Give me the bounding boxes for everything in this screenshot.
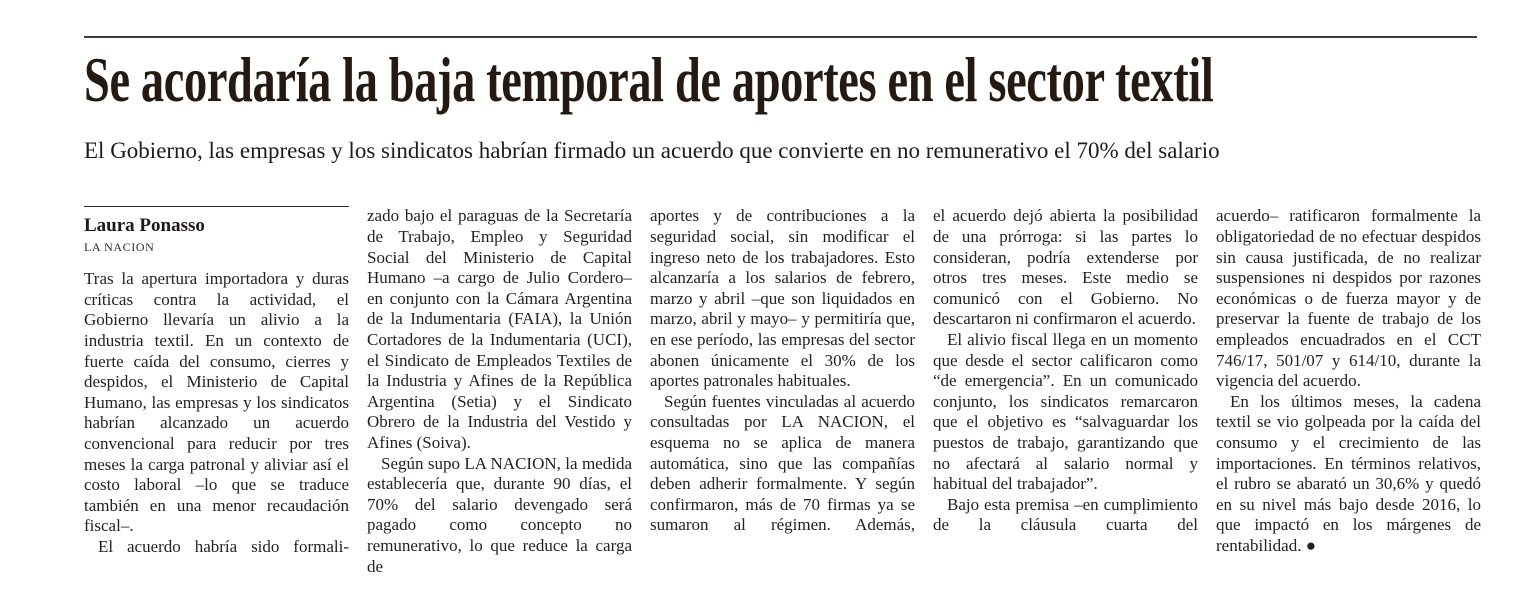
paragraph: Según fuentes vinculadas al acuerdo consultadas por LA NACION, el esquema no se aplica de manera automática, sino que las compañías deben adherir formalmente. Y según confirmaron, más de 70 firmas ya se sumaron al régimen. Además,: [650, 391, 915, 535]
paragraph: Según supo LA NACION, la medida establecería que, durante 90 días, el 70% del salario devengado será pagado como concepto no remunerativo, lo que reduce la carga de: [367, 453, 632, 576]
column-paragraphs: [367, 206, 632, 577]
column-paragraphs: [84, 269, 349, 557]
paragraph: Bajo esta premisa –en cumplimiento de la cláusula cuarta del: [933, 494, 1198, 535]
paragraph: El acuerdo habría sido formali-: [98, 537, 349, 556]
article-columns: [84, 206, 1481, 577]
top-rule: [84, 36, 1477, 38]
article-subheadline: El Gobierno, las empresas y los sindicatos habrían firmado un acuerdo que convierte en no remunerativo el 70% del salario: [84, 138, 1220, 163]
paragraph: El alivio fiscal llega en un momento que desde el sector calificaron como “de emergencia”. En un comunicado conjunto, los sindicatos remarcaron que el objetivo es “salvaguardar los puestos de trabajo, garantizando que no afectará al salario normal y habitual del trabajador”.: [933, 330, 1198, 494]
byline-author: Laura Ponasso: [84, 215, 205, 237]
paragraph: acuerdo– ratificaron formalmente la obligatoriedad de no efectuar despidos sin causa justificada, de no realizar suspensiones ni despidos por razones económicas o de fuerza mayor y de preservar la fuente de trabajo de los empleados encuadrados en el CCT 746/17, 501/07 y 614/10, durante la vigencia del acuerdo.: [1216, 206, 1481, 391]
paragraph: En los últimos meses, la cadena textil se vio golpeada por la caída del consumo y el crecimiento de las importaciones. En términos relativos, el rubro se abarató un 30,6% y quedó en su nivel más bajo desde 2016, lo que impactó en los márgenes de rentabilidad. ●: [1216, 391, 1481, 555]
article-column: [650, 206, 915, 536]
article-headline: Se acordaría la baja temporal de aportes en el sector textil: [84, 44, 1214, 115]
paragraph: zado bajo el paraguas de la Secretaría de Trabajo, Empleo y Seguridad Social del Ministerio de Capital Humano –a cargo de Julio Cordero– en conjunto con la Cámara Argentina de la Indumentaria (FAIA), la Unión Cortadores de la Indumentaria (UCI), el Sindicato de Empleados Textiles de la Industria y Afines de la República Argentina (Setia) y el Sindicato Obrero de la Industria del Vestido y Afines (Soiva).: [367, 206, 632, 452]
column-paragraphs: [933, 206, 1198, 536]
byline-source: LA NACION: [84, 240, 155, 255]
paragraph: el acuerdo dejó abierta la posibilidad de una prórroga: si las partes lo consideran, podría extenderse por otros tres meses. Este medio se comunicó con el Gobierno. No descartaron ni confirmaron el acuerdo.: [933, 206, 1198, 329]
paragraph: Tras la apertura importadora y duras críticas contra la actividad, el Gobierno llevaría un alivio a la industria textil. En un contexto de fuerte caída del consumo, cierres y despidos, el Ministerio de Capital Humano, las empresas y los sindicatos habrían alcanzado un acuerdo convencional para reducir por tres meses la carga patronal y aliviar así el costo laboral –lo que se traduce también en una menor recaudación fiscal–.: [84, 269, 349, 536]
paragraph: aportes y de contribuciones a la seguridad social, sin modificar el ingreso neto de los trabajadores. Esto alcanzaría a los salarios de febrero, marzo y abril –que son liquidados en marzo, abril y mayo– y permitiría que, en ese período, las empresas del sector abonen únicamente el 30% de los aportes patronales habituales.: [650, 206, 915, 391]
article-column: [1216, 206, 1481, 556]
article-column: [84, 206, 349, 557]
column-paragraphs: [650, 206, 915, 536]
article-column: [367, 206, 632, 577]
column-paragraphs: [1216, 206, 1481, 556]
byline: [84, 206, 349, 255]
article-column: [933, 206, 1198, 536]
